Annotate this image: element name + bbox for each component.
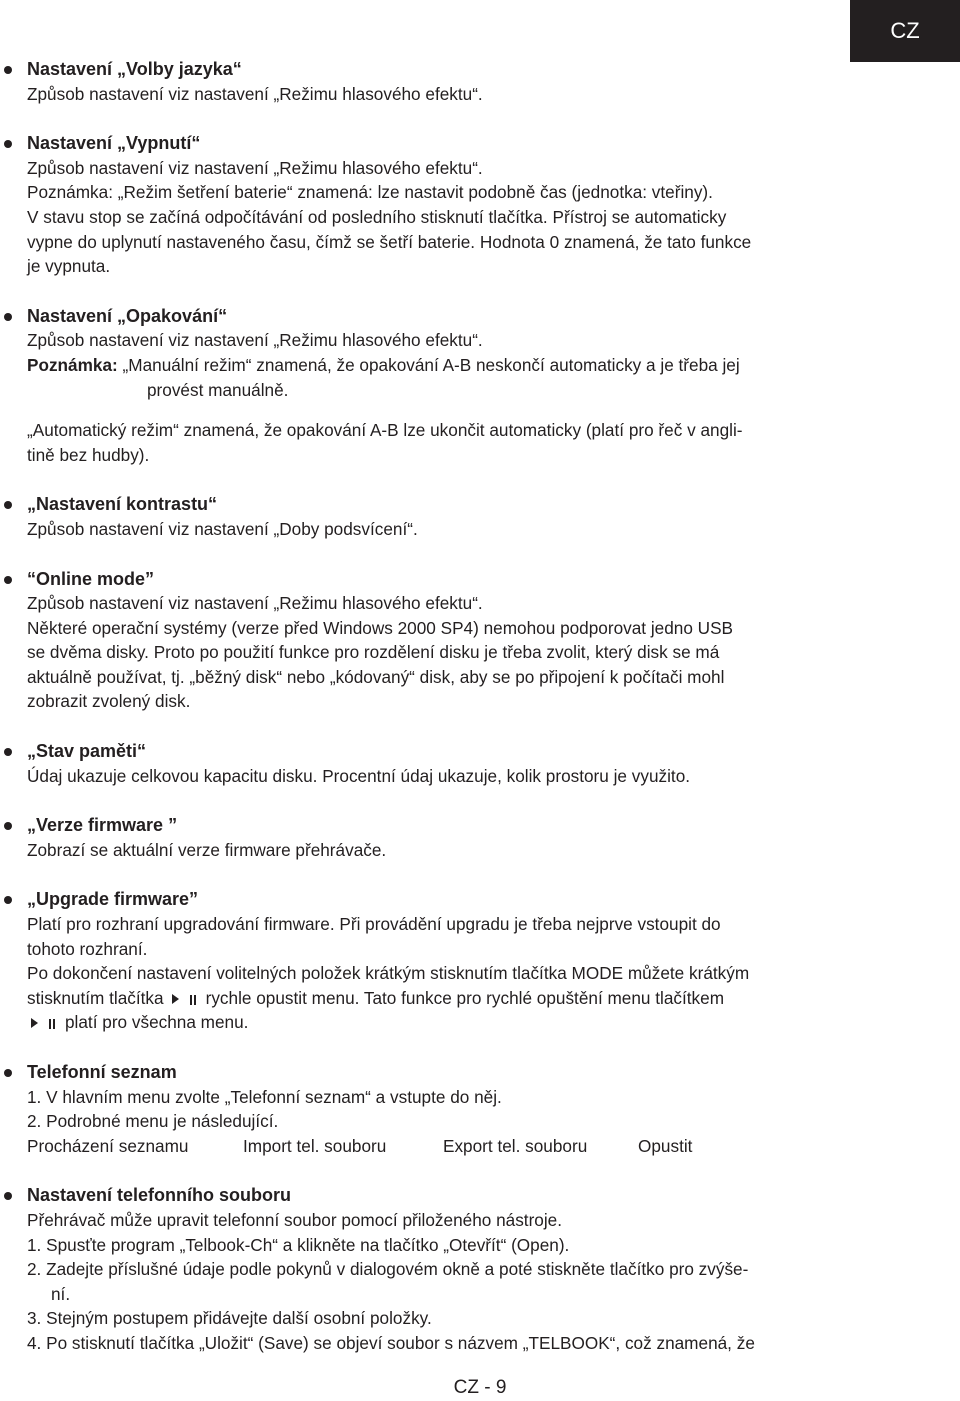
text-line: Způsob nastavení viz nastavení „Režimu hlasového efektu“. <box>27 157 483 178</box>
section-heading: Nastavení „Opakování“ <box>27 305 228 326</box>
play-icon <box>172 994 179 1004</box>
text-line: tině bez hudby). <box>27 444 150 465</box>
text-segment: rychle opustit menu. Tato funkce pro rychlé opuštění menu tlačítkem <box>205 987 725 1008</box>
language-tab: CZ <box>850 0 960 62</box>
bullet-icon <box>4 140 12 148</box>
text-line: Způsob nastavení viz nastavení „Režimu hlasového efektu“. <box>27 83 483 104</box>
menu-item-browse: Procházení seznamu <box>27 1135 189 1156</box>
section-phonebook-file <box>0 1183 960 1355</box>
section-online-mode <box>0 567 960 715</box>
pause-icon <box>49 1019 55 1029</box>
bullet-icon <box>4 576 12 584</box>
manual-content <box>0 57 960 1381</box>
section-heading: Telefonní seznam <box>27 1062 177 1082</box>
section-language <box>0 57 960 106</box>
section-heading: Nastavení telefonního souboru <box>27 1185 292 1206</box>
text-line: ní. <box>51 1283 71 1304</box>
text-line-with-icon <box>27 986 960 1011</box>
bullet-icon <box>4 748 12 756</box>
text-line: 2. Podrobné menu je následující. <box>27 1111 279 1132</box>
text-line: Zobrazí se aktuální verze firmware přehrávače. <box>27 839 387 860</box>
text-segment: stisknutím tlačítka <box>27 987 164 1008</box>
bullet-icon <box>4 1192 12 1200</box>
text-line: Některé operační systémy (verze před Windows 2000 SP4) nemohou podporovat jedno USB <box>27 617 734 638</box>
text-line: Údaj ukazuje celkovou kapacitu disku. Procentní údaj ukazuje, kolik prostoru je využito. <box>27 765 691 786</box>
section-contrast <box>0 492 960 541</box>
text-line-with-icon <box>27 1010 960 1035</box>
bullet-icon <box>4 313 12 321</box>
text-line: Po dokončení nastavení volitelných položek krátkým stisknutím tlačítka MODE můžete krátkým <box>27 963 750 984</box>
play-icon <box>31 1018 38 1028</box>
page-number: CZ - 9 <box>453 1377 507 1398</box>
note-continuation: provést manuálně. <box>147 379 289 400</box>
pause-icon <box>190 995 196 1005</box>
text-line: 4. Po stisknutí tlačítka „Uložit“ (Save) se objeví soubor s názvem „TELBOOK“, což znamená, že <box>27 1332 755 1353</box>
text-line: 3. Stejným postupem přidávejte další osobní položky. <box>27 1308 432 1329</box>
text-line: Způsob nastavení viz nastavení „Doby podsvícení“. <box>27 518 418 539</box>
menu-items <box>27 1134 960 1159</box>
text-line: Přehrávač může upravit telefonní soubor pomocí přiloženého nástroje. <box>27 1209 563 1230</box>
section-firmware-upgrade <box>0 887 960 1035</box>
text-line: zobrazit zvolený disk. <box>27 691 191 712</box>
bullet-icon <box>4 896 12 904</box>
section-heading: „Upgrade firmware” <box>27 889 199 910</box>
text-line: 1. Spusťte program „Telbook-Ch“ a klikněte na tlačítko „Otevřít“ (Open). <box>27 1234 570 1255</box>
text-line: se dvěma disky. Proto po použití funkce pro rozdělení disku je třeba zvolit, který disk se má <box>27 642 720 663</box>
text-line: Způsob nastavení viz nastavení „Režimu hlasového efektu“. <box>27 593 483 614</box>
text-line: 1. V hlavním menu zvolte „Telefonní seznam“ a vstupte do něj. <box>27 1086 502 1107</box>
note-line <box>27 353 960 378</box>
bullet-icon <box>4 822 12 830</box>
section-heading: “Online mode” <box>27 568 155 589</box>
section-heading: „Nastavení kontrastu“ <box>27 494 218 515</box>
section-phonebook <box>0 1060 960 1158</box>
bullet-icon <box>4 66 12 74</box>
bullet-icon <box>4 1069 12 1077</box>
paragraph-gap <box>27 402 960 418</box>
text-line: je vypnuta. <box>27 256 111 277</box>
text-line: V stavu stop se začíná odpočítávání od posledního stisknutí tlačítka. Přístroj se automaticky <box>27 206 727 227</box>
section-power-off <box>0 131 960 279</box>
menu-item-import: Import tel. souboru <box>243 1135 387 1156</box>
section-memory-status <box>0 739 960 788</box>
text-segment: platí pro všechna menu. <box>65 1012 249 1033</box>
text-line: Způsob nastavení viz nastavení „Režimu hlasového efektu“. <box>27 330 483 351</box>
section-heading: „Verze firmware ” <box>27 815 178 836</box>
text-line: 2. Zadejte příslušné údaje podle pokynů v dialogovém okně a poté stiskněte tlačítko pro zvýše- <box>27 1259 749 1280</box>
text-line: Poznámka: „Režim šetření baterie“ znamená: lze nastavit podobně čas (jednotka: vteřiny). <box>27 182 713 203</box>
text-line: „Automatický režim“ znamená, že opakování A-B lze ukončit automaticky (platí pro řeč v angli- <box>27 420 743 441</box>
menu-item-export: Export tel. souboru <box>443 1135 588 1156</box>
section-heading: „Stav paměti“ <box>27 741 147 762</box>
note-text: „Manuální režim“ znamená, že opakování A-B neskončí automaticky a je třeba jej <box>122 354 740 375</box>
text-line: aktuálně používat, tj. „běžný disk“ nebo „kódovaný“ disk, aby se po připojení k počítači mohl <box>27 666 725 687</box>
note-label: Poznámka: <box>27 354 118 375</box>
section-heading: Nastavení „Vypnutí“ <box>27 133 201 154</box>
text-line: Platí pro rozhraní upgradování firmware. Při provádění upgradu je třeba nejprve vstoupit do <box>27 914 721 935</box>
text-line: vypne do uplynutí nastaveného času, čímž se šetří baterie. Hodnota 0 znamená, že tato funkce <box>27 231 752 252</box>
section-repeat <box>0 304 960 468</box>
section-firmware-version <box>0 813 960 862</box>
section-heading: Nastavení „Volby jazyka“ <box>27 59 242 79</box>
text-line: tohoto rozhraní. <box>27 938 148 959</box>
menu-item-exit: Opustit <box>638 1135 693 1156</box>
bullet-icon <box>4 501 12 509</box>
